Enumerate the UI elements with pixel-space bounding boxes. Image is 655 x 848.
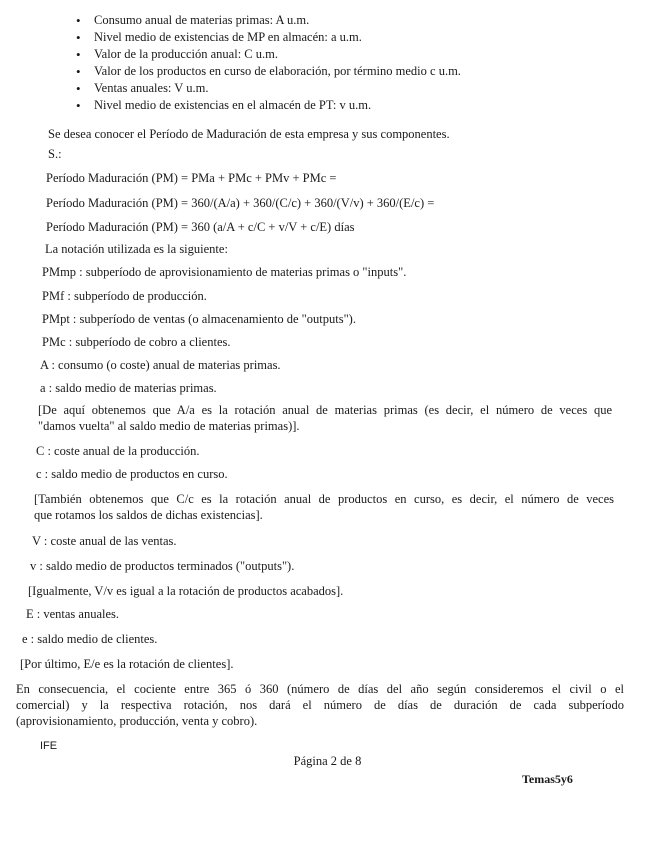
formula-line-3: Período Maduración (PM) = 360 (a/A + c/C + v/V + c/E) días	[46, 220, 355, 234]
formula-line-2: Período Maduración (PM) = 360/(A/a) + 360/(C/c) + 360/(V/v) + 360/(E/c) =	[46, 196, 435, 210]
rotation-note-2	[34, 491, 614, 523]
page-number: Página 2 de 8	[293, 754, 362, 768]
rotation-note-2-line-1: [También obtenemos que C/c es la rotación anual de productos en curso, es decir, el número de veces	[34, 492, 614, 506]
rotation-note-3: [Igualmente, V/v es igual a la rotación de productos acabados].	[28, 584, 344, 598]
rotation-note-1-line-1: [De aquí obtenemos que A/a es la rotación anual de materias primas (es decir, el número de veces que	[38, 403, 612, 417]
definition-V: V : coste anual de las ventas.	[32, 534, 177, 548]
notation-heading: La notación utilizada es la siguiente:	[45, 242, 228, 256]
bullet-item: • Consumo anual de materias primas: A u.m.	[76, 12, 461, 29]
rotation-note-1-line-2: "damos vuelta" al saldo medio de materias primas)].	[38, 419, 300, 433]
definition-pmf: PMf : subperíodo de producción.	[42, 289, 207, 303]
bullet-item: • Valor de la producción anual: C u.m.	[76, 46, 461, 63]
bullet-list	[76, 12, 461, 114]
definition-v: v : saldo medio de productos terminados ("outputs").	[30, 559, 295, 573]
formula-line-1: Período Maduración (PM) = PMa + PMc + PMv + PMc =	[46, 171, 337, 185]
definition-pmc: PMc : subperíodo de cobro a clientes.	[42, 335, 231, 349]
bullet-item: • Ventas anuales: V u.m.	[76, 80, 461, 97]
solution-label: S.:	[48, 147, 62, 161]
conclusion-line-2: comercial) y la respectiva rotación, nos dará el número de días de duración de cada subperíodo	[16, 698, 624, 712]
definition-C: C : coste anual de la producción.	[36, 444, 200, 458]
rotation-note-4: [Por último, E/e es la rotación de clientes].	[20, 657, 234, 671]
definition-pmpt: PMpt : subperíodo de ventas (o almacenamiento de "outputs").	[42, 312, 356, 326]
conclusion-paragraph	[16, 681, 624, 729]
conclusion-line-3: (aprovisionamiento, producción, venta y cobro).	[16, 714, 258, 728]
definition-A: A : consumo (o coste) anual de materias primas.	[40, 358, 281, 372]
rotation-note-2-line-2: que rotamos los saldos de dichas existencias].	[34, 508, 263, 522]
footer-ife: IFE	[40, 740, 58, 752]
definition-c: c : saldo medio de productos en curso.	[36, 467, 228, 481]
conclusion-line-1: En consecuencia, el cociente entre 365 ó 360 (número de días del año según consideremos el civil o el	[16, 682, 624, 696]
bullet-item: • Nivel medio de existencias de MP en almacén: a u.m.	[76, 29, 461, 46]
bullet-item: • Valor de los productos en curso de elaboración, por término medio c u.m.	[76, 63, 461, 80]
definition-pmmp: PMmp : subperíodo de aprovisionamiento de materias primas o "inputs".	[42, 265, 407, 279]
intro-text: Se desea conocer el Período de Maduración de esta empresa y sus componentes.	[48, 127, 450, 141]
footer-topic: Temas5y6	[522, 772, 573, 786]
definition-e: e : saldo medio de clientes.	[22, 632, 158, 646]
bullet-item: • Nivel medio de existencias en el almacén de PT: v u.m.	[76, 97, 461, 114]
definition-a: a : saldo medio de materias primas.	[40, 381, 217, 395]
definition-E: E : ventas anuales.	[26, 607, 120, 621]
rotation-note-1	[38, 402, 612, 434]
